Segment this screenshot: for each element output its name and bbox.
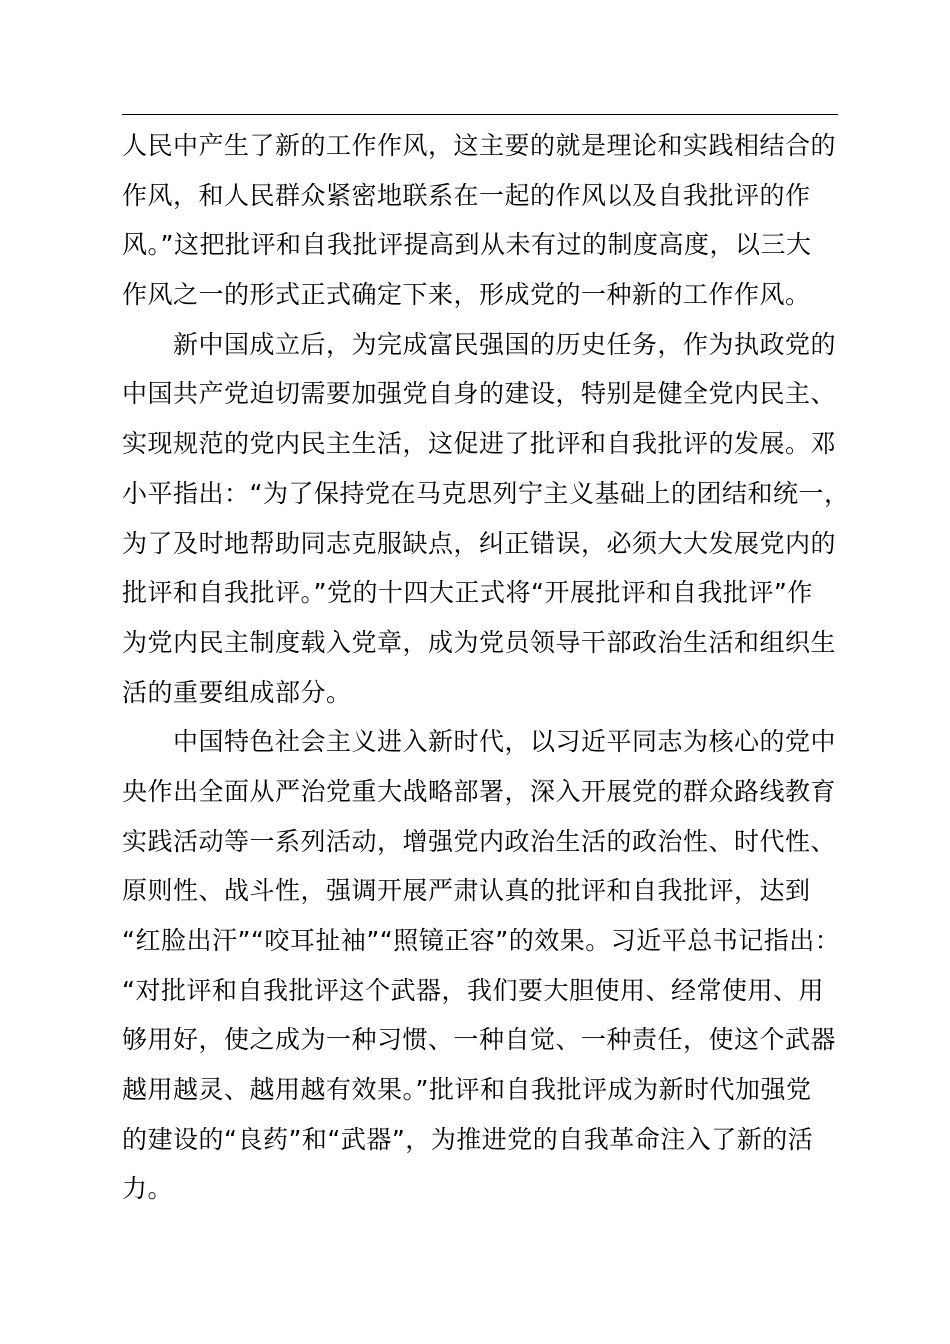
text-line: 越用越灵、越用越有效果。”批评和自我批评成为新时代加强党 <box>122 1075 812 1105</box>
header-rule <box>122 114 838 115</box>
text-line: 央作出全面从严治党重大战略部署，深入开展党的群众路线教育 <box>122 776 837 806</box>
text-line: 活的重要组成部分。 <box>122 677 352 707</box>
text-line: 原则性、战斗性，强调开展严肃认真的批评和自我批评，达到 <box>122 876 811 906</box>
text-line: 力。 <box>122 1174 174 1204</box>
text-line: 的建设的“良药”和“武器”，为推进党的自我革命注入了新的活 <box>122 1124 814 1154</box>
text-line: 中国特色社会主义进入新时代，以习近平同志为核心的党中 <box>122 727 837 757</box>
paragraph-2 <box>122 320 850 718</box>
paragraph-1 <box>122 121 842 320</box>
text-line: 为党内民主制度载入党章，成为党员领导干部政治生活和组织生 <box>122 627 837 657</box>
paragraph-3 <box>122 717 842 1214</box>
text-line: 作风之一的形式正式确定下来，形成党的一种新的工作作风。 <box>122 280 811 310</box>
text-line: “红脸出汗”“咬耳扯袖”“照镜正容”的效果。习近平总书记指出： <box>122 926 841 955</box>
text-line: 实现规范的党内民主生活，这促进了批评和自我批评的发展。邓 <box>122 429 837 459</box>
text-line: 作风，和人民群众紧密地联系在一起的作风以及自我批评的作 <box>122 180 811 210</box>
text-line: “对批评和自我批评这个武器，我们要大胆使用、经常使用、用 <box>122 975 824 1005</box>
text-line: 人民中产生了新的工作作风，这主要的就是理论和实践相结合的 <box>122 131 837 160</box>
text-line: 风。”这把批评和自我批评提高到从未有过的制度高度，以三大 <box>122 230 812 260</box>
text-line: 够用好，使之成为一种习惯、一种自觉、一种责任，使这个武器 <box>122 1025 837 1055</box>
text-line: 小平指出：“为了保持党在马克思列宁主义基础上的团结和统一， <box>122 478 850 508</box>
text-line: 中国共产党迫切需要加强党自身的建设，特别是健全党内民主、 <box>122 379 837 409</box>
body-text <box>122 121 850 1214</box>
text-line: 为了及时地帮助同志克服缺点，纠正错误，必须大大发展党内的 <box>122 528 837 558</box>
text-line: 实践活动等一系列活动，增强党内政治生活的政治性、时代性、 <box>122 826 837 856</box>
text-line: 新中国成立后，为完成富民强国的历史任务，作为执政党的 <box>122 329 837 359</box>
text-line: 批评和自我批评。”党的十四大正式将“开展批评和自我批评”作 <box>122 578 813 608</box>
